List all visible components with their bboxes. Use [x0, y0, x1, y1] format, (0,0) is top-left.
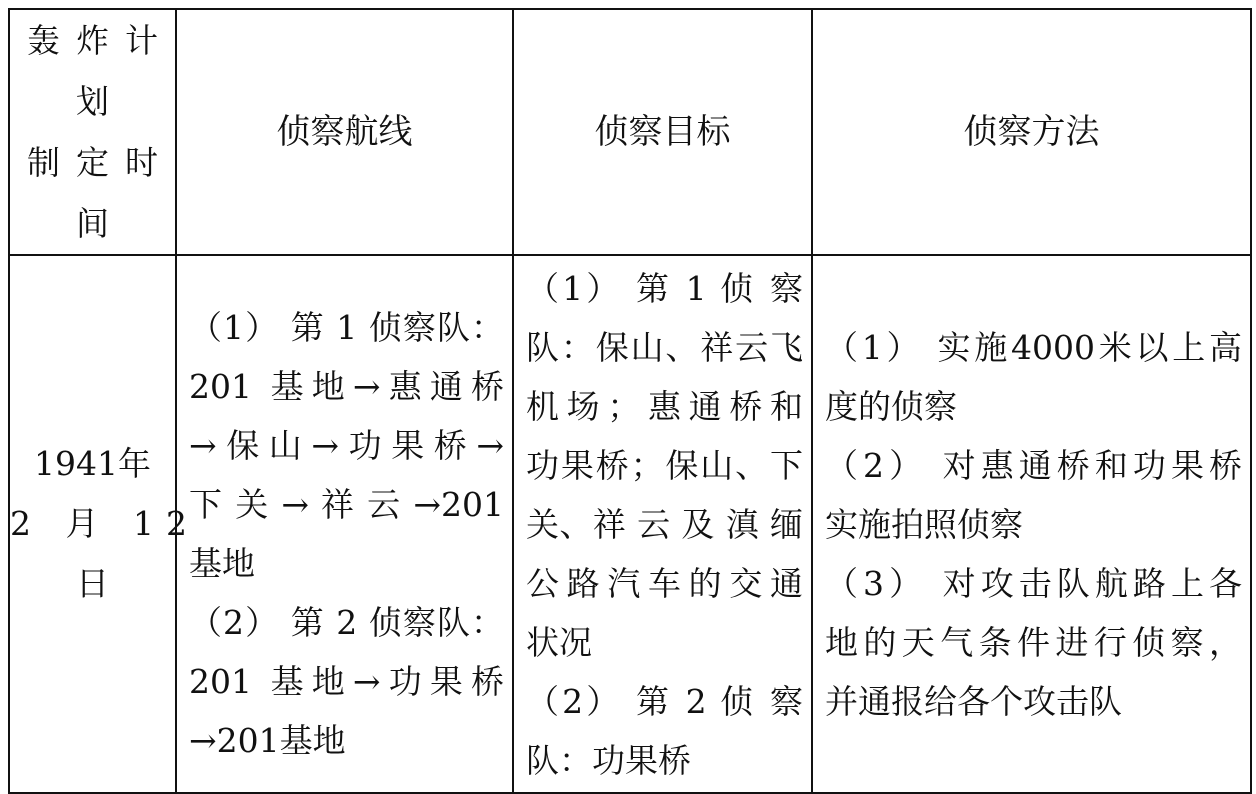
header-time-line: 间 [76, 204, 125, 243]
method-line: 度的侦察 [825, 386, 957, 426]
header-route-label: 侦察航线 [276, 112, 413, 152]
date-line: 日 [76, 564, 109, 603]
header-recon-method [812, 9, 1251, 255]
header-recon-route [176, 9, 513, 255]
target-line: 功果桥；保山、下 [526, 445, 803, 485]
route-line: （1） 第 1 侦察队： [189, 308, 504, 347]
method-line: （3） 对攻击队航路上各 [825, 563, 1242, 603]
route-line: 201 基地→惠通桥 [189, 367, 504, 406]
target-line: （1） 第 1 侦 察 [526, 268, 803, 308]
route-line: 下 关 → 祥 云 →201 [189, 485, 504, 524]
target-cell [513, 255, 812, 793]
reconnaissance-table [8, 8, 1252, 794]
route-line: →201基地 [189, 721, 346, 760]
date-cell [9, 255, 199, 793]
target-line: （2） 第 2 侦 察 [526, 681, 803, 721]
route-line: →保山→功果桥→ [189, 426, 504, 465]
header-method-label: 侦察方法 [963, 112, 1100, 152]
header-row [9, 9, 1251, 255]
route-line: 201 基地→功果桥 [189, 662, 504, 701]
header-time-line: 轰炸计 [27, 21, 174, 60]
header-bombing-plan-time [9, 9, 176, 255]
header-target-label: 侦察目标 [594, 112, 731, 152]
target-line: 队：保山、祥云飞 [526, 327, 803, 367]
header-time-line: 制定时 [27, 143, 174, 182]
route-line: （2） 第 2 侦察队： [189, 603, 504, 642]
route-cell [176, 255, 513, 793]
route-line: 基地 [189, 544, 255, 583]
method-line: 地的天气条件进行侦察， [825, 622, 1242, 662]
method-cell [812, 255, 1251, 793]
target-line: 公路汽车的交通 [526, 563, 803, 603]
target-line: 队：功果桥 [526, 740, 691, 780]
header-time-line: 划 [76, 82, 125, 121]
target-line: 状况 [526, 622, 592, 662]
method-line: （2） 对惠通桥和功果桥 [825, 445, 1242, 485]
date-line: 2 月 12 [10, 504, 199, 543]
header-recon-target [513, 9, 812, 255]
method-line: （1） 实施4000米以上高 [825, 327, 1242, 367]
table-row [9, 255, 1251, 793]
date-line: 1941年 [34, 444, 151, 483]
target-line: 关、祥 云 及 滇 缅 [526, 504, 803, 544]
method-line: 并通报给各个攻击队 [825, 681, 1122, 721]
target-line: 机场；惠通桥和 [526, 386, 803, 426]
method-line: 实施拍照侦察 [825, 504, 1023, 544]
